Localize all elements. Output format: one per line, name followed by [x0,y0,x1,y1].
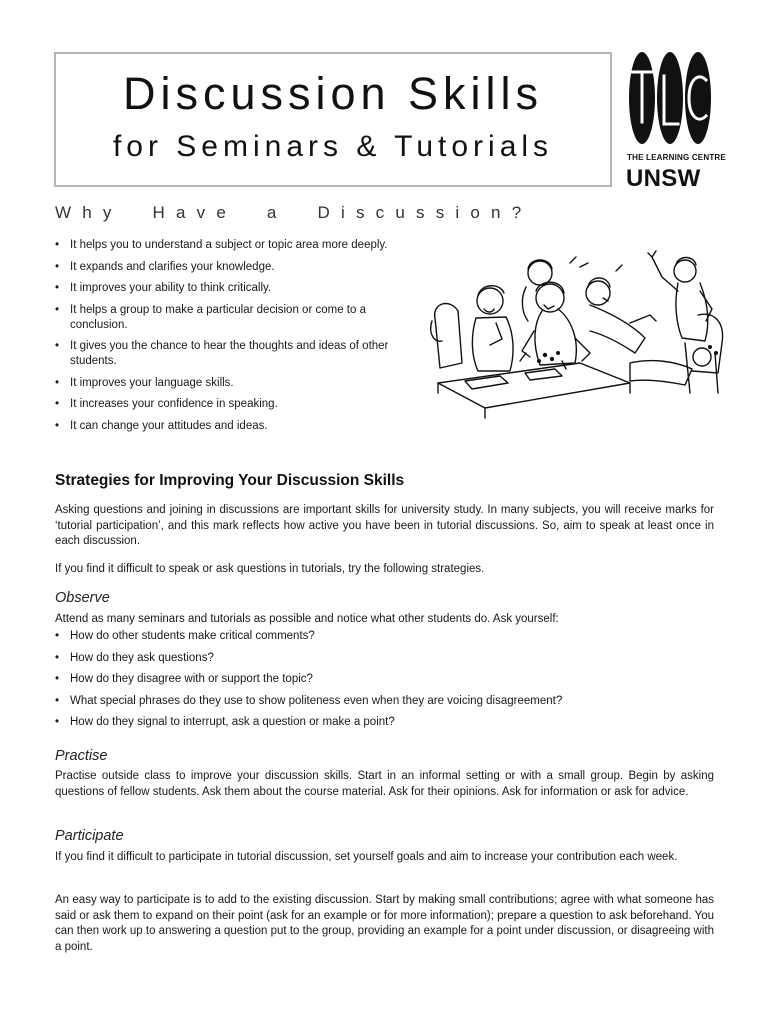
why-heading: Why Have a Discussion? [55,203,533,222]
list-item: • How do they disagree with or support the topic? [55,672,735,687]
participate-text-2: An easy way to participate is to add to the existing discussion. Start by making small contributions; agree with what someone has said or ask them to expand on their point (ask for an example or for more information); prepare a question to ask beforehand. You can then work up to answering a question put to the group, providing an example for a point under discussion, or disagreeing with a point. [55,894,714,953]
list-item: • It can change your attitudes and ideas. [55,419,400,434]
strategies-heading: Strategies for Improving Your Discussion Skills [55,472,405,489]
observe-bullet-list [55,629,735,737]
why-bullet-list [55,238,400,440]
title-box [54,52,612,187]
list-item: • How do they ask questions? [55,651,735,666]
logo-caption: THE LEARNING CENTRE [627,153,726,162]
list-item: • It improves your language skills. [55,376,400,391]
practise-heading: Practise [55,748,108,764]
list-item: • It gives you the chance to hear the thoughts and ideas of other students. [55,339,400,369]
list-item: • It improves your ability to think critically. [55,281,400,296]
logo-institution: UNSW [626,165,701,192]
participate-heading: Participate [55,828,124,844]
practise-text: Practise outside class to improve your discussion skills. Start in an informal setting or with a small group. Begin by asking questions of fellow students. Ask them about the course material. Ask for their opinions. Ask for information or ask for advice. [55,770,714,798]
list-item: • What special phrases do they use to show politeness even when they are voicing disagreement? [55,694,735,709]
document-title: Discussion Skills [122,68,544,119]
document-subtitle: for Seminars & Tutorials [112,130,554,163]
list-item: • It helps a group to make a particular decision or come to a conclusion. [55,303,400,333]
strategies-intro: Asking questions and joining in discussions are important skills for university study. In many subjects, you will receive marks for ‘tutorial participation’, and this mark reflects how active you have been in tutorial discussions. So, aim to speak at least once in each discussion. [55,504,714,547]
strategies-intro-2: If you find it difficult to speak or ask questions in tutorials, try the following strategies. [55,563,485,575]
observe-heading: Observe [55,590,110,606]
participate-text: If you find it difficult to participate in tutorial discussion, set yourself goals and aim to increase your contribution each week. [55,851,678,863]
list-item: • How do they signal to interrupt, ask a question or make a point? [55,715,735,730]
list-item: • It helps you to understand a subject or topic area more deeply. [55,238,400,253]
list-item: • How do other students make critical comments? [55,629,735,644]
list-item: • It increases your confidence in speaking. [55,397,400,412]
list-item: • It expands and clarifies your knowledge. [55,260,400,275]
observe-text: Attend as many seminars and tutorials as possible and notice what other students do. Ask yourself: [55,613,559,625]
group-discussion-cartoon-icon [430,243,725,423]
